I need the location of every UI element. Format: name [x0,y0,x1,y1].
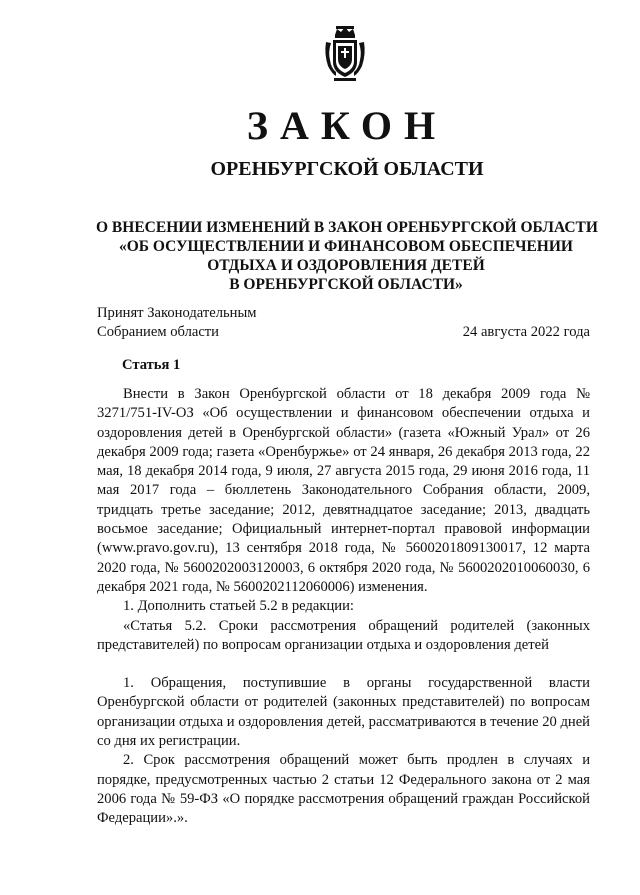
adoption-line: Собранием области [97,324,219,340]
paragraph: 2. Срок рассмотрения обращений может быть продлен в случаях и порядке, предусмотренных частью 2 статьи 12 Федерального закона от 2 мая 2006 года № 59-ФЗ «О порядке рассмотрения обращений граждан Российской Федерации».». [97,752,590,827]
paragraph: Внести в Закон Оренбургской области от 18 декабря 2009 года № 3271/751-IV-ОЗ «Об осуществлении и финансовом обеспечении отдыха и оздоровления детей в Оренбургской области» (газета «Южный Урал» от 26 декабря 2009 года; газета «Оренбуржье» от 24 января, 26 декабря 2013 года, 22 мая, 18 декабря 2014 года, 9 июля, 27 августа 2015 года, 29 июня 2016 года, 11 мая 2017 года – бюллетень Законодательного Собрания области, 2009, тридцать третье заседание; 2012, девятнадцатое заседание; 2013, двадцать восьмое заседание; Официальный интернет-портал правовой информации (www.pravo.gov.ru), 13 сентября 2018 года, № 5600201809130017, 12 марта 2020 года, № 5600202003120003, 6 октября 2020 года, № 5600202010060030, 6 декабря 2021 года, № 5600202112060006) изменения. [97,386,590,595]
region-name: ОРЕНБУРГСКОЙ ОБЛАСТИ [210,158,484,180]
adoption-line: Принят Законодательным [97,305,257,321]
paragraph: 1. Дополнить статьей 5.2 в редакции: [123,598,354,615]
document-title: ЗАКОН [246,103,448,148]
subject-line: О ВНЕСЕНИИ ИЗМЕНЕНИЙ В ЗАКОН ОРЕНБУРГСКОЙ ОБЛАСТИ [96,219,598,236]
adoption-date: 24 августа 2022 года [462,324,590,340]
subject-line: В ОРЕНБУРГСКОЙ ОБЛАСТИ» [229,276,463,293]
subject-line: ОТДЫХА И ОЗДОРОВЛЕНИЯ ДЕТЕЙ [207,257,485,274]
law-subject [96,218,596,294]
article-heading: Статья 1 [122,357,181,373]
article-body [97,385,590,829]
coat-of-arms-icon [322,24,368,84]
paragraph: «Статья 5.2. Сроки рассмотрения обращений родителей (законных представителей) по вопросам организации отдыха и оздоровления детей [97,617,590,653]
adoption-note [97,304,256,342]
subject-line: «ОБ ОСУЩЕСТВЛЕНИИ И ФИНАНСОВОМ ОБЕСПЕЧЕНИИ [119,238,573,255]
paragraph: 1. Обращения, поступившие в органы государственной власти Оренбургской области от родителей (законных представителей) по вопросам организации отдыха и оздоровления детей, рассматриваются в течение 20 дней со дня их регистрации. [97,675,590,750]
